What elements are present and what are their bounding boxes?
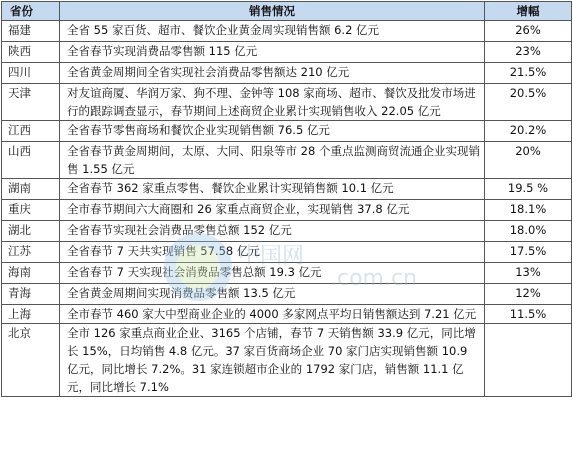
table-row (2, 42, 572, 63)
header-province: 省份 (2, 2, 60, 21)
province-cell: 上海 (2, 305, 60, 324)
description-cell: 对友谊商厦、华润万家、狗不理、金钟等 108 家商场、超市、餐饮及批发市场进行的跟踪调查显示，春节期间上述商贸企业累计实现销售收入 22.05 亿元 (60, 84, 485, 121)
growth-cell (485, 324, 572, 397)
description-cell: 全省春节 362 家重点零售、餐饮企业累计实现销售额 10.1 亿元 (60, 179, 485, 200)
province-cell: 青海 (2, 284, 60, 305)
table-row (2, 324, 572, 397)
header-description: 销售情况 (60, 2, 485, 21)
province-cell: 江西 (2, 121, 60, 142)
province-cell: 四川 (2, 63, 60, 84)
growth-cell: 19.5 % (485, 179, 572, 200)
growth-cell: 23% (485, 42, 572, 63)
table-row (2, 63, 572, 84)
growth-cell: 12% (485, 284, 572, 305)
description-cell: 全省春节实现社会消费品零售总额 152 亿元 (60, 221, 485, 242)
description-cell: 全省春节 7 天共实现销售 57.58 亿元 (60, 242, 485, 263)
table-header-row (2, 2, 572, 21)
table-row (2, 142, 572, 179)
province-cell: 天津 (2, 84, 60, 121)
growth-cell: 20.2% (485, 121, 572, 142)
header-growth: 增幅 (485, 2, 572, 21)
table-row (2, 305, 572, 324)
province-cell: 北京 (2, 324, 60, 397)
watermark-text: 中国网 (238, 244, 305, 269)
table-row (2, 84, 572, 121)
table-row (2, 284, 572, 305)
growth-cell: 18.0% (485, 221, 572, 242)
growth-cell: 20% (485, 142, 572, 179)
description-cell: 全省春节 7 天实现社会消费品零售总额 19.3 亿元 (60, 263, 485, 284)
description-cell: 全省春节零售商场和餐饮企业实现销售额 76.5 亿元 (60, 121, 485, 142)
description-cell: 全省黄金周期间实现消费品零售额 13.5 亿元 (60, 284, 485, 305)
watermark-site: .com.cn (330, 266, 418, 291)
description-cell: 全省 55 家百货、超市、餐饮企业黄金周实现销售额 6.2 亿元 (60, 21, 485, 42)
description-cell: 全省春节黄金周期间，太原、大同、阳泉等市 28 个重点监测商贸流通企业实现销售 1.55 亿元 (60, 142, 485, 179)
description-cell: 全市 126 家重点商业企业、3165 个店铺，春节 7 天销售额 33.9 亿元，同比增长 15%，日均销售 4.8 亿元。37 家百货商场企业 70 家门店实现销售额 10.9 亿元，同比增长 7.2%。31 家连锁超市企业的 1792 家门店，销售额 11.1 亿元，同比增长 7.1% (60, 324, 485, 397)
sales-table (1, 1, 572, 397)
growth-cell: 21.5% (485, 63, 572, 84)
province-cell: 江苏 (2, 242, 60, 263)
province-cell: 重庆 (2, 200, 60, 221)
table-row (2, 200, 572, 221)
table-row (2, 263, 572, 284)
province-cell: 福建 (2, 21, 60, 42)
growth-cell: 17.5% (485, 242, 572, 263)
table-row (2, 21, 572, 42)
growth-cell: 26% (485, 21, 572, 42)
description-cell: 全市春节期间六大商圈和 26 家重点商贸企业，实现销售 37.8 亿元 (60, 200, 485, 221)
growth-cell: 11.5% (485, 305, 572, 324)
growth-cell: 13% (485, 263, 572, 284)
table-row (2, 121, 572, 142)
growth-cell: 18.1% (485, 200, 572, 221)
province-cell: 山西 (2, 142, 60, 179)
description-cell: 全市春节 460 家大中型商业企业的 4000 多家网点平均日销售额达到 7.21 亿元 (60, 305, 485, 324)
province-cell: 湖南 (2, 179, 60, 200)
description-cell: 全省春节实现消费品零售额 115 亿元 (60, 42, 485, 63)
province-cell: 海南 (2, 263, 60, 284)
table-row (2, 242, 572, 263)
table-row (2, 221, 572, 242)
table-row (2, 179, 572, 200)
province-cell: 湖北 (2, 221, 60, 242)
province-cell: 陕西 (2, 42, 60, 63)
growth-cell: 20.5% (485, 84, 572, 121)
description-cell: 全省黄金周期间全省实现社会消费品零售额达 210 亿元 (60, 63, 485, 84)
